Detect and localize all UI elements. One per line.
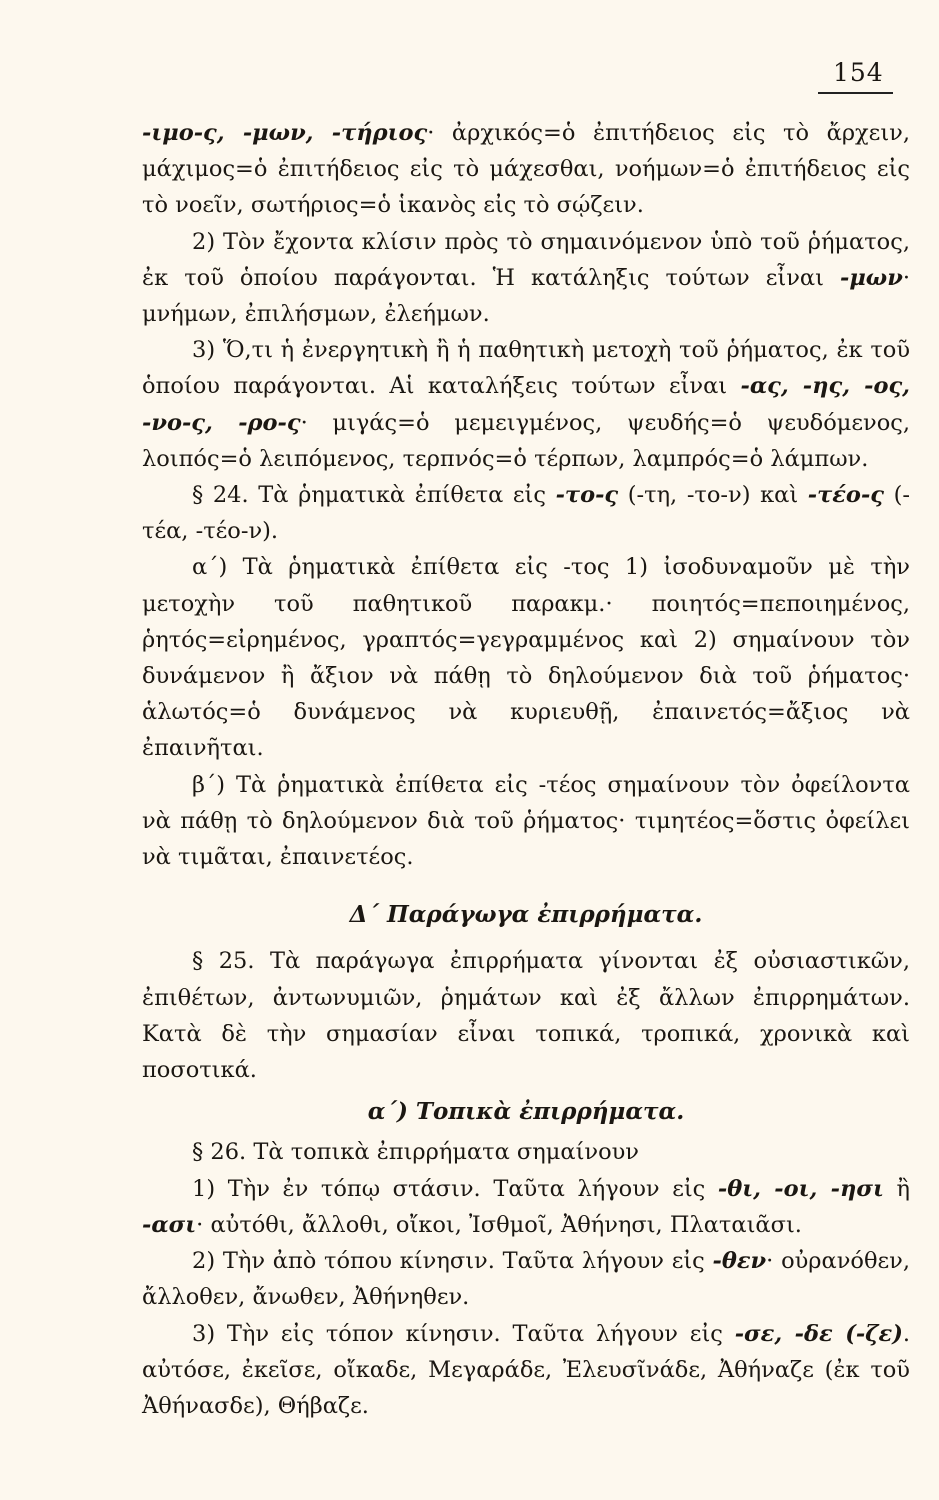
paragraph-beta: β΄) Τὰ ῥηματικὰ ἐπίθετα εἰς -τέος σημαίνουν τὸν ὀφείλοντα νὰ πάθῃ τὸ δηλούμενον διὰ τοῦ ῥήματος· τιμητέος=ὅστις ὀφείλει νὰ τιμᾶται, ἐπαινετέος.	[142, 771, 910, 871]
paragraph-place-3: 3) Τὴν εἰς τόπον κίνησιν. Ταῦτα λήγουν εἰς -σε, -δε (-ζε). αὐτόσε, ἐκεῖσε, οἴκαδε, Μεγαράδε, Ἐλευσῖνάδε, Ἀθήναζε (ἐκ τοῦ Ἀθήνασδε), Θήβαζε.	[142, 1320, 910, 1419]
section-24: § 24. Τὰ ῥηματικὰ ἐπίθετα εἰς -το-ς (-τη, -το-ν) καὶ -τέο-ς (-τέα, -τέο-ν).	[142, 482, 910, 545]
suffix-list: -ιμο-ς, -μων, -τήριος	[142, 120, 428, 146]
paragraph-item-2: 2) Τὸν ἔχοντα κλίσιν πρὸς τὸ σημαινόμενον ὑπὸ τοῦ ῥήματος, ἐκ τοῦ ὁποίου παράγονται. Ἡ κατάληξις τούτων εἶναι -μων· μνήμων, ἐπιλήσμων, ἐλεήμων.	[142, 228, 910, 328]
paragraph-adjectives-intro: -ιμο-ς, -μων, -τήριος· ἀρχικός=ὁ ἐπιτήδειος εἰς τὸ ἄρχειν, μάχιμος=ὁ ἐπιτήδειος εἰς τὸ μάχεσθαι, νοήμων=ὁ ἐπιτήδειος εἰς τὸ νοεῖν, σωτήριος=ὁ ἱκανὸς εἰς τὸ σῴζειν.	[142, 120, 910, 219]
section-heading: Δ΄ Παράγωγα ἐπιρρήματα.	[349, 901, 703, 929]
page-number: 154	[833, 58, 884, 87]
page-text	[142, 115, 910, 1424]
page-number-rule	[818, 92, 893, 94]
section-26: § 26. Τὰ τοπικὰ ἐπιρρήματα σημαίνουν	[192, 1139, 639, 1166]
paragraph-place-1: 1) Τὴν ἐν τόπῳ στάσιν. Ταῦτα λήγουν εἰς -θι, -οι, -ησι ἢ -ασι· αὐτόθι, ἄλλοθι, οἴκοι, Ἰσθμοῖ, Ἀθήνησι, Πλαταιᾶσι.	[142, 1175, 910, 1238]
section-25: § 25. Τὰ παράγωγα ἐπιρρήματα γίνονται ἐξ οὐσιαστικῶν, ἐπιθέτων, ἀντωνυμιῶν, ῥημάτων καὶ ἐξ ἄλλων ἐπιρρημάτων. Κατὰ δὲ τὴν σημασίαν εἶναι τοπικά, τροπικά, χρονικὰ καὶ ποσοτικά.	[142, 948, 910, 1084]
paragraph-item-3: 3) Ὅ,τι ἡ ἐνεργητικὴ ἢ ἡ παθητικὴ μετοχὴ τοῦ ῥήματος, ἐκ τοῦ ὁποίου παράγονται. Αἱ καταλήξεις τούτων εἶναι -ας, -ης, -ος, -νο-ς, -ρο-ς· μιγάς=ὁ μεμειγμένος, ψευδής=ὁ ψευδόμενος, λοιπός=ὁ λειπόμενος, τερπνός=ὁ τέρπων, λαμπρός=ὁ λάμπων.	[142, 337, 911, 472]
paragraph-place-2: 2) Τὴν ἀπὸ τόπου κίνησιν. Ταῦτα λήγουν εἰς -θεν· οὐρανόθεν, ἄλλοθεν, ἄνωθεν, Ἀθήνηθεν.	[142, 1248, 910, 1311]
subsection-heading: α΄) Τοπικὰ ἐπιρρήματα.	[367, 1098, 685, 1126]
paragraph-alpha: α΄) Τὰ ῥηματικὰ ἐπίθετα εἰς -τος 1) ἰσοδυναμοῦν μὲ τὴν μετοχὴν τοῦ παθητικοῦ παρακμ.· ποιητός=πεποιημένος, ῥητός=εἰρημένος, γραπτός=γεγραμμένος καὶ 2) σημαίνουν τὸν δυνάμενον ἢ ἄξιον νὰ πάθῃ τὸ δηλούμενον διὰ τοῦ ῥήματος· ἁλωτός=ὁ δυνάμενος νὰ κυριευθῇ, ἐπαινετός=ἄξιος νὰ ἐπαινῆται.	[142, 554, 910, 762]
